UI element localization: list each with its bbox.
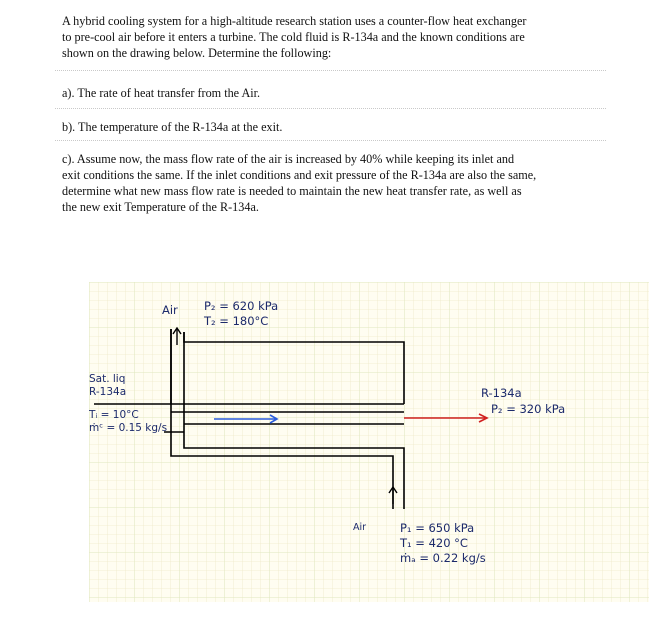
air-outlet-pressure: P₂ = 620 kPa	[204, 299, 279, 313]
intro-line: shown on the drawing below. Determine the following:	[62, 46, 332, 60]
air-inlet-label: Air	[353, 522, 367, 533]
problem-intro	[62, 13, 602, 61]
part-c-line: c). Assume now, the mass flow rate of the air is increased by 40% while keeping its inlet and	[62, 152, 515, 166]
part-c-line: determine what new mass flow rate is needed to maintain the new heat transfer rate, as well as	[62, 184, 522, 198]
part-a	[62, 85, 602, 101]
part-b-text: b). The temperature of the R-134a at the exit.	[62, 120, 283, 134]
air-inlet-mass-flow: ṁₐ = 0.22 kg/s	[400, 551, 486, 565]
intro-line: to pre-cool air before it enters a turbine. The cold fluid is R-134a and the known conditions are	[62, 30, 525, 44]
section-divider	[55, 70, 606, 71]
graph-paper-grid	[89, 282, 649, 602]
air-inlet-pressure: P₁ = 650 kPa	[400, 521, 475, 535]
r134a-outlet-label: R-134a	[481, 386, 522, 400]
part-c-line: exit conditions the same. If the inlet conditions and exit pressure of the R-134a are also the same,	[62, 168, 537, 182]
part-c-line: the new exit Temperature of the R-134a.	[62, 200, 259, 214]
part-c	[62, 151, 602, 215]
r134a-inlet-mass-flow: ṁᶜ = 0.15 kg/s	[89, 422, 168, 434]
r134a-inlet-fluid: R-134a	[89, 386, 127, 398]
air-outlet-label: Air	[162, 303, 178, 317]
air-inlet-temperature: T₁ = 420 °C	[400, 536, 468, 550]
part-a-text: a). The rate of heat transfer from the Air.	[62, 86, 261, 100]
part-b	[62, 119, 602, 135]
r134a-inlet-state: Sat. liq	[89, 373, 126, 385]
heat-exchanger-figure	[89, 282, 649, 602]
intro-line: A hybrid cooling system for a high-altitude research station uses a counter-flow heat exchanger	[62, 14, 527, 28]
section-divider	[55, 140, 606, 141]
air-outlet-temperature: T₂ = 180°C	[204, 314, 269, 328]
r134a-inlet-temperature: Tᵢ = 10°C	[89, 409, 139, 421]
r134a-outlet-pressure: P₂ = 320 kPa	[491, 402, 566, 416]
section-divider	[55, 108, 606, 109]
